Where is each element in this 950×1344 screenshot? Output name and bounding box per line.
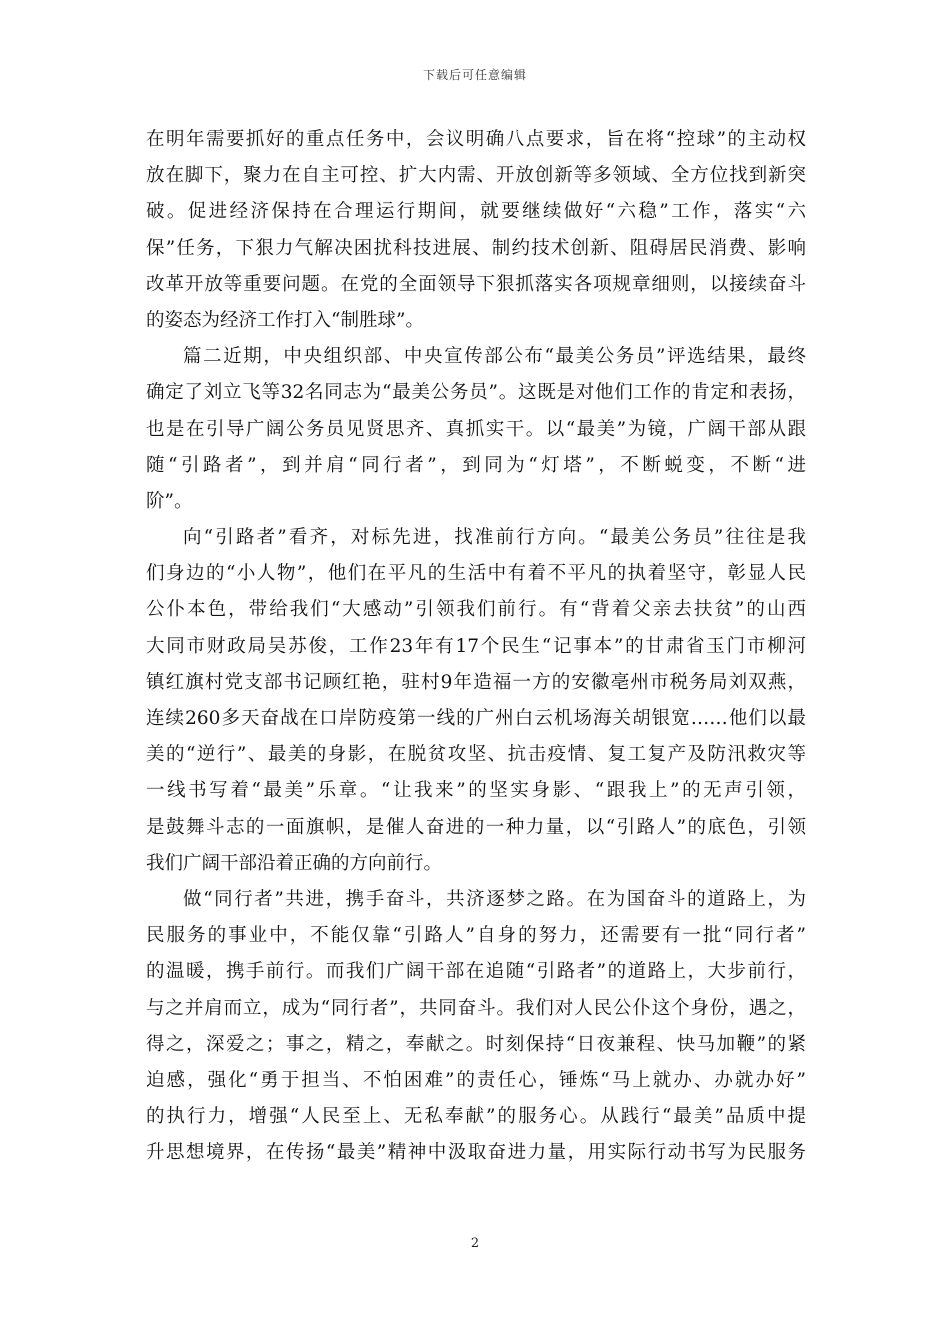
body-line: 的执行力，增强“人民至上、无私奉献”的服务心。从践行“最美”品质中提 (146, 1106, 806, 1128)
body-line: 我们广阔干部沿着正确的方向前行。 (146, 852, 443, 874)
body-line: 随“引路者”，到并肩“同行者”，到同为“灯塔”，不断蜕变，不断“进 (146, 454, 806, 476)
body-line: 破。促进经济保持在合理运行期间，就要继续做好“六稳”工作，落实“六 (146, 201, 806, 223)
body-line: 美的“逆行”、最美的身影，在脱贫攻坚、抗击疫情、复工复产及防汛救灾等 (146, 744, 806, 766)
body-line: 民服务的事业中，不能仅靠“引路人”自身的努力，还需要有一批“同行者” (146, 925, 806, 947)
body-line: 一线书写着“最美”乐章。“让我来”的坚实身影、“跟我上”的无声引领， (146, 780, 806, 802)
body-line: 大同市财政局吴苏俊，工作23年有17个民生“记事本”的甘肃省玉门市柳河 (146, 635, 806, 657)
body-line: 迫感，强化“勇于担当、不怕困难”的责任心，锤炼“马上就办、办就办好” (146, 1069, 806, 1091)
paragraph-start-line: 做“同行者”共进，携手奋斗，共济逐梦之路。在为国奋斗的道路上，为 (183, 888, 806, 910)
body-line: 们身边的“小人物”，他们在平凡的生活中有着不平凡的执着坚守，彰显人民 (146, 563, 806, 585)
body-line: 确定了刘立飞等32名同志为“最美公务员”。这既是对他们工作的肯定和表扬， (146, 382, 806, 404)
body-line: 与之并肩而立，成为“同行者”，共同奋斗。我们对人民公仆这个身份，遇之， (146, 997, 806, 1019)
body-line: 阶”。 (146, 490, 193, 512)
body-line: 放在脚下，聚力在自主可控、扩大内需、开放创新等多领域、全方位找到新突 (146, 165, 806, 187)
body-line: 在明年需要抓好的重点任务中，会议明确八点要求，旨在将“控球”的主动权 (146, 129, 806, 150)
body-line: 连续260多天奋战在口岸防疫第一线的广州白云机场海关胡银宽……他们以最 (146, 708, 806, 729)
body-line: 镇红旗村党支部书记顾红艳，驻村9年造福一方的安徽亳州市税务局刘双燕， (146, 671, 806, 693)
body-line: 得之，深爱之；事之，精之，奉献之。时刻保持“日夜兼程、快马加鞭”的紧 (146, 1033, 806, 1055)
page-number: 2 (470, 1236, 480, 1251)
body-line: 的温暖，携手前行。而我们广阔干部在追随“引路者”的道路上，大步前行， (146, 961, 806, 983)
paragraph-start-line: 向“引路者”看齐，对标先进，找准前行方向。“最美公务员”往往是我 (183, 527, 806, 549)
body-line: 改革开放等重要问题。在党的全面领导下狠抓落实各项规章细则，以接续奋斗 (146, 273, 806, 295)
paragraph-start-line: 篇二近期，中央组织部、中央宣传部公布“最美公务员”评选结果，最终 (183, 346, 806, 368)
body-line: 是鼓舞斗志的一面旗帜，是催人奋进的一种力量，以“引路人”的底色，引领 (146, 816, 806, 838)
page-header: 下载后可任意编辑 (422, 68, 527, 82)
body-line: 的姿态为经济工作打入“制胜球”。 (146, 309, 424, 331)
body-line: 保”任务，下狠力气解决困扰科技进展、制约技术创新、阻碍居民消费、影响 (146, 237, 806, 259)
body-line: 也是在引导广阔公务员见贤思齐、真抓实干。以“最美”为镜，广阔干部从跟 (146, 418, 806, 440)
body-line: 升思想境界，在传扬“最美”精神中汲取奋进力量，用实际行动书写为民服务 (146, 1142, 806, 1164)
body-line: 公仆本色，带给我们“大感动”引领我们前行。有“背着父亲去扶贫”的山西 (146, 599, 806, 621)
document-body (146, 122, 806, 1171)
